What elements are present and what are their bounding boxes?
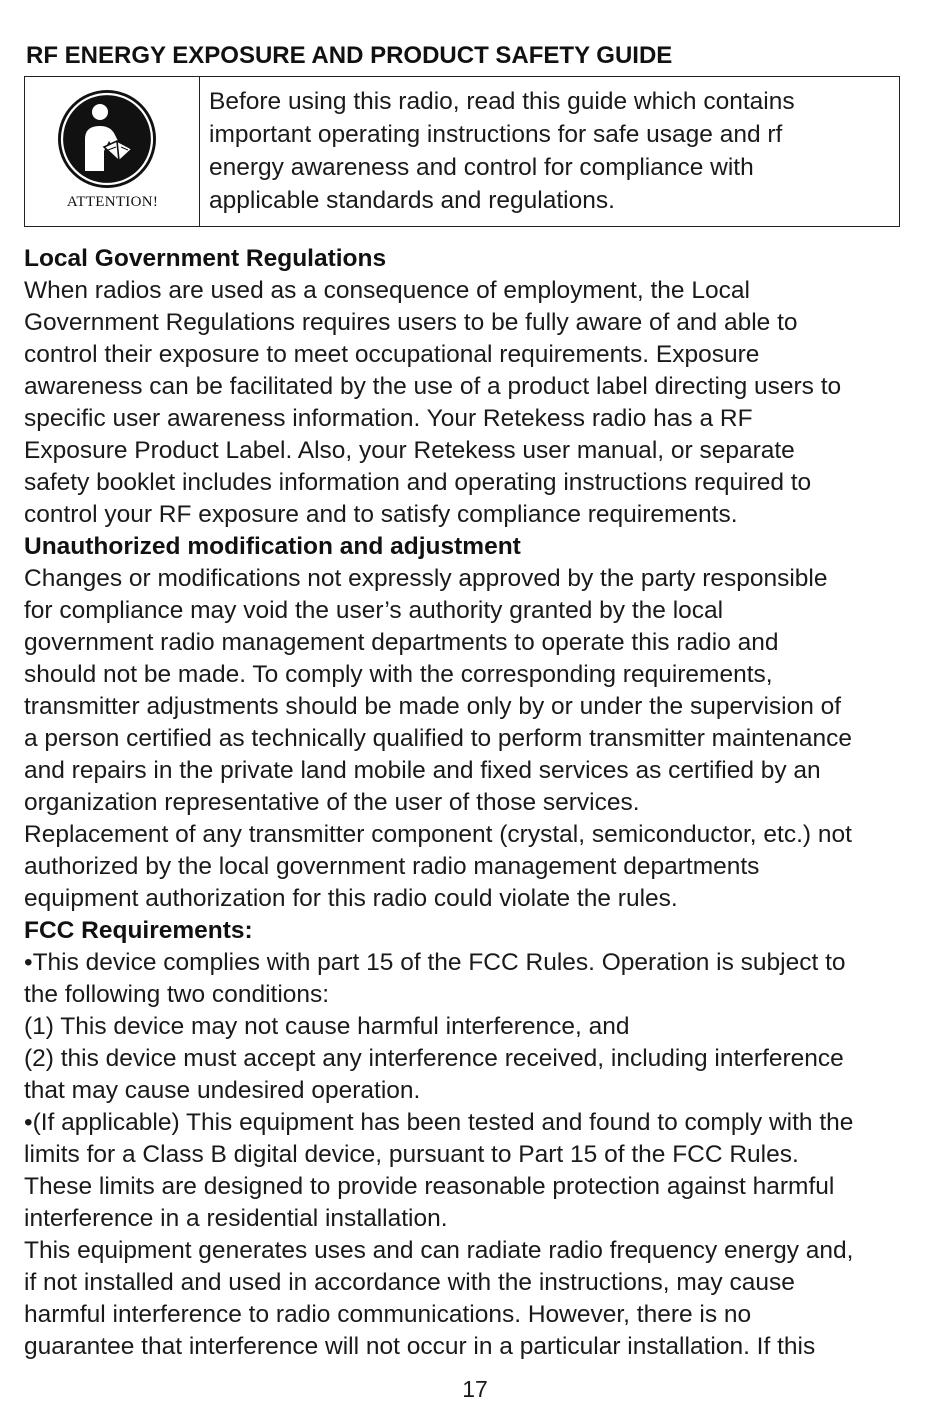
body-line: government radio management departments to operate this radio and (24, 629, 779, 656)
page-title: RF ENERGY EXPOSURE AND PRODUCT SAFETY GUIDE (26, 42, 673, 69)
body-line: that may cause undesired operation. (24, 1077, 421, 1104)
body-line: control your RF exposure and to satisfy compliance requirements. (24, 501, 738, 528)
body-line: awareness can be facilitated by the use of a product label directing users to (24, 373, 842, 400)
body-line: (1) This device may not cause harmful interference, and (24, 1013, 630, 1040)
body-line: Replacement of any transmitter component (crystal, semiconductor, etc.) not (24, 821, 852, 848)
page-number: 17 (462, 1376, 488, 1402)
body-line: control their exposure to meet occupational requirements. Exposure (24, 341, 760, 368)
body-line: •This device complies with part 15 of the FCC Rules. Operation is subject to (24, 949, 846, 976)
body-line: When radios are used as a consequence of employment, the Local (24, 277, 750, 304)
attention-line: energy awareness and control for compliance with (209, 154, 754, 181)
section-heading-fcc-requirements: FCC Requirements: (24, 917, 253, 944)
body-line: This equipment generates uses and can radiate radio frequency energy and, (24, 1237, 854, 1264)
attention-box (24, 76, 900, 227)
body-line: Government Regulations requires users to be fully aware of and able to (24, 309, 798, 336)
attention-icon-cell (25, 77, 200, 226)
body-line: interference in a residential installation. (24, 1205, 448, 1232)
read-manual-icon (57, 89, 157, 189)
body-line: guarantee that interference will not occur in a particular installation. If this (24, 1333, 816, 1360)
body-line: harmful interference to radio communications. However, there is no (24, 1301, 752, 1328)
section-heading-unauthorized-modification: Unauthorized modification and adjustment (24, 533, 521, 560)
body-line: a person certified as technically qualified to perform transmitter maintenance (24, 725, 852, 752)
body-line: equipment authorization for this radio could violate the rules. (24, 885, 678, 912)
body-line: limits for a Class B digital device, pursuant to Part 15 of the FCC Rules. (24, 1141, 799, 1168)
body-line: for compliance may void the user’s authority granted by the local (24, 597, 724, 624)
attention-line: Before using this radio, read this guide which contains (209, 88, 795, 115)
body-line: the following two conditions: (24, 981, 330, 1008)
section-heading-local-regulations: Local Government Regulations (24, 245, 387, 272)
body-line: if not installed and used in accordance with the instructions, may cause (24, 1269, 795, 1296)
body-line: should not be made. To comply with the corresponding requirements, (24, 661, 773, 688)
attention-line: applicable standards and regulations. (209, 187, 615, 214)
body-line: authorized by the local government radio management departments (24, 853, 760, 880)
body-line: safety booklet includes information and operating instructions required to (24, 469, 812, 496)
attention-label: ATTENTION! (66, 194, 159, 210)
body-line: Changes or modifications not expressly approved by the party responsible (24, 565, 828, 592)
document-body (24, 243, 936, 1363)
body-line: specific user awareness information. Your Retekess radio has a RF (24, 405, 753, 432)
body-line: Exposure Product Label. Also, your Retekess user manual, or separate (24, 437, 795, 464)
body-line: (2) this device must accept any interference received, including interference (24, 1045, 844, 1072)
body-line: and repairs in the private land mobile and fixed services as certified by an (24, 757, 821, 784)
attention-line: important operating instructions for safe usage and rf (209, 121, 783, 148)
body-line: •(If applicable) This equipment has been tested and found to comply with the (24, 1109, 854, 1136)
body-line: These limits are designed to provide reasonable protection against harmful (24, 1173, 835, 1200)
body-line: transmitter adjustments should be made only by or under the supervision of (24, 693, 842, 720)
attention-text (209, 85, 889, 217)
body-line: organization representative of the user of those services. (24, 789, 640, 816)
